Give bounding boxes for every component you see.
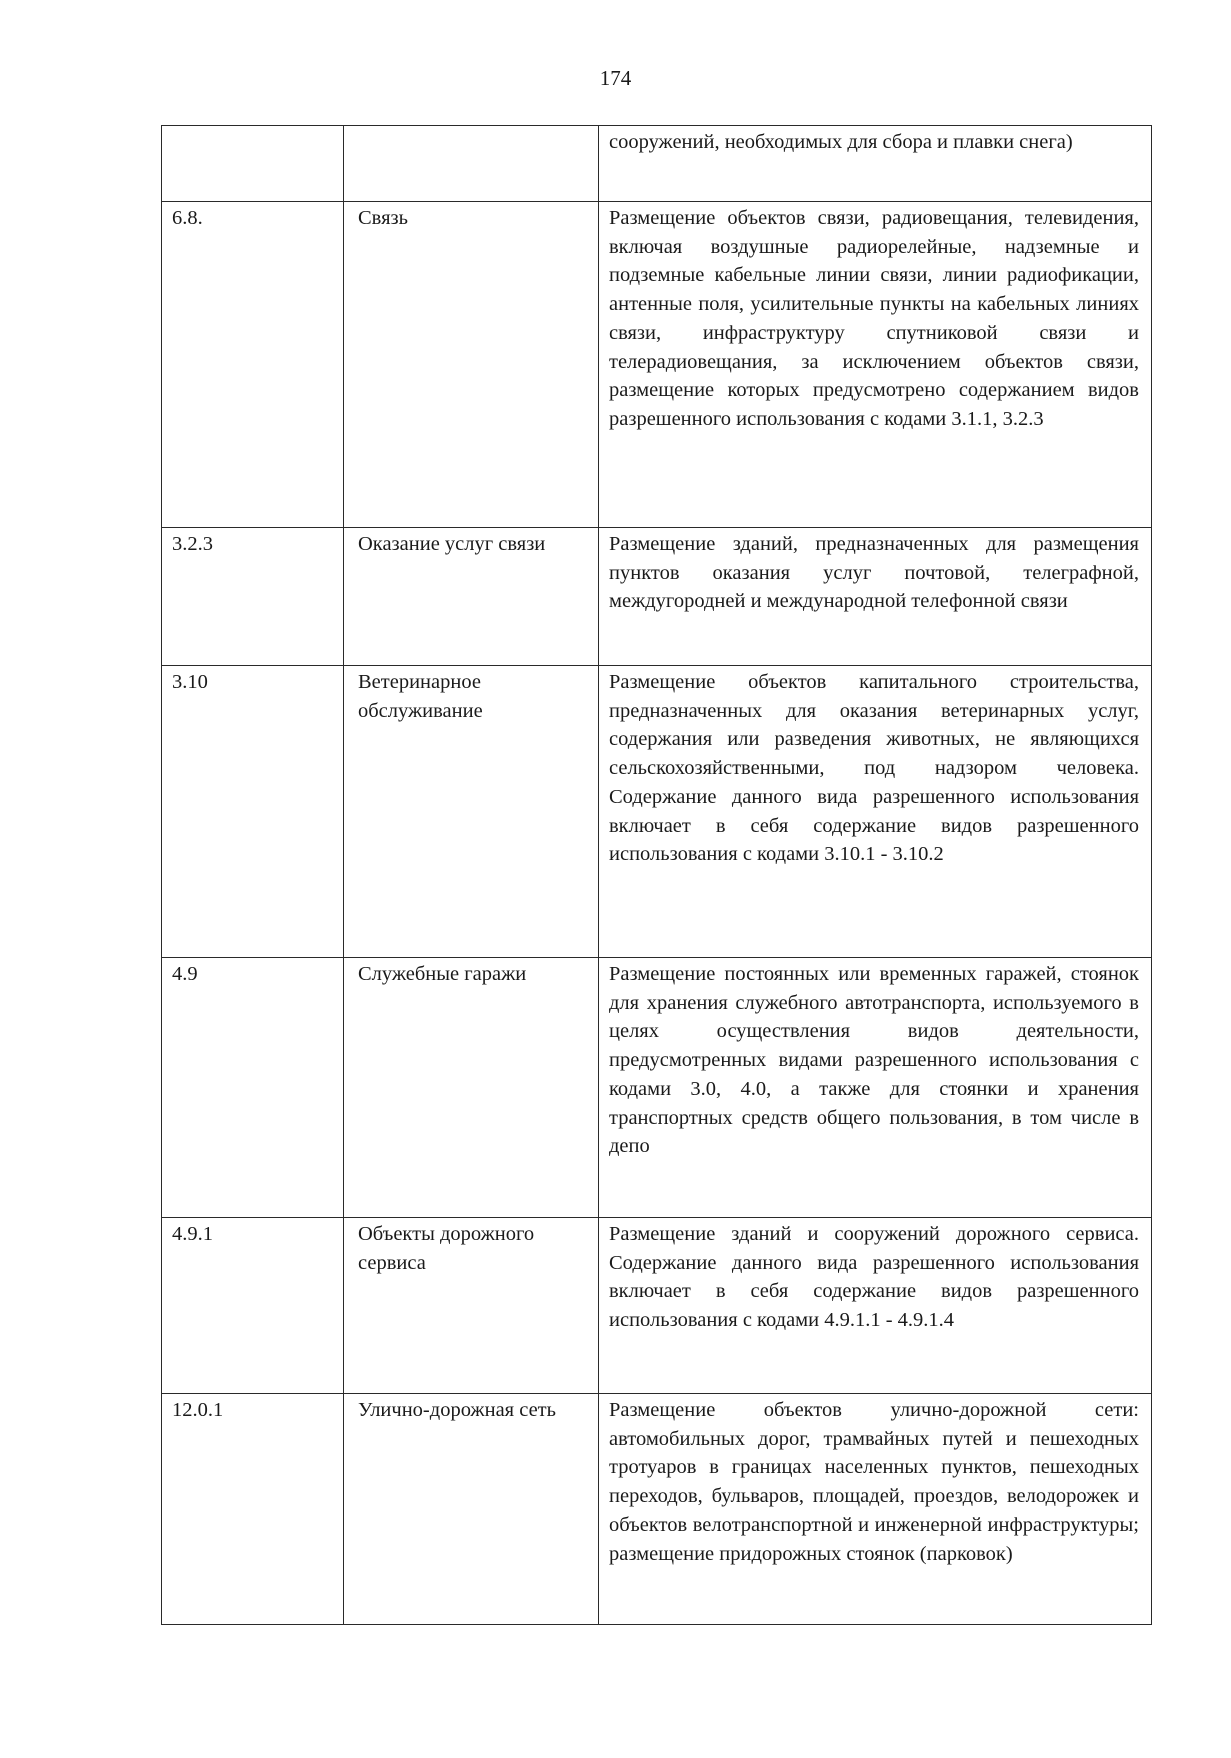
- row-description: Размещение объектов капитального строительства, предназначенных для оказания ветеринарных услуг, содержания или разведения животных, не являющихся сельскохозяйственными, под надзором человека. Содержание данного вида разрешенного использования включает в себя содержание видов разрешенного использования с кодами 3.10.1 - 3.10.2: [599, 666, 1152, 958]
- row-name: Ветеринарное обслуживание: [344, 666, 599, 958]
- table-row: [162, 1394, 1152, 1625]
- row-description: Размещение постоянных или временных гаражей, стоянок для хранения служебного автотранспорта, используемого в целях осуществления видов деятельности, предусмотренных видами разрешенного использования с кодами 3.0, 4.0, а также для стоянки и хранения транспортных средств общего пользования, в том числе в депо: [599, 958, 1152, 1218]
- table-row: [162, 958, 1152, 1218]
- row-name: Оказание услуг связи: [344, 528, 599, 666]
- page-number: 174: [599, 66, 632, 90]
- row-code: [162, 126, 344, 202]
- row-code: 6.8.: [162, 202, 344, 528]
- row-description: Размещение объектов улично-дорожной сети: автомобильных дорог, трамвайных путей и пешеходных тротуаров в границах населенных пунктов, пешеходных переходов, бульваров, площадей, проездов, велодорожек и объектов велотранспортной и инженерной инфраструктуры; размещение придорожных стоянок (парковок): [599, 1394, 1152, 1625]
- table-row: [162, 528, 1152, 666]
- table-row: [162, 1218, 1152, 1394]
- row-code: 12.0.1: [162, 1394, 344, 1625]
- row-description: Размещение зданий и сооружений дорожного сервиса. Содержание данного вида разрешенного использования включает в себя содержание видов разрешенного использования с кодами 4.9.1.1 - 4.9.1.4: [599, 1218, 1152, 1394]
- row-description: Размещение зданий, предназначенных для размещения пунктов оказания услуг почтовой, телеграфной, междугородней и международной телефонной связи: [599, 528, 1152, 666]
- row-name: [344, 126, 599, 202]
- row-code: 3.10: [162, 666, 344, 958]
- row-code: 3.2.3: [162, 528, 344, 666]
- land-use-table: [161, 125, 1152, 1625]
- row-name: Объекты дорожного сервиса: [344, 1218, 599, 1394]
- table-row: [162, 202, 1152, 528]
- row-name: Улично-дорожная сеть: [344, 1394, 599, 1625]
- row-code: 4.9: [162, 958, 344, 1218]
- table-row: [162, 126, 1152, 202]
- row-name: Связь: [344, 202, 599, 528]
- row-name: Служебные гаражи: [344, 958, 599, 1218]
- row-code: 4.9.1: [162, 1218, 344, 1394]
- row-description: сооружений, необходимых для сбора и плавки снега): [599, 126, 1152, 202]
- table-row: [162, 666, 1152, 958]
- row-description: Размещение объектов связи, радиовещания, телевидения, включая воздушные радиорелейные, надземные и подземные кабельные линии связи, линии радиофикации, антенные поля, усилительные пункты на кабельных линиях связи, инфраструктуру спутниковой связи и телерадиовещания, за исключением объектов связи, размещение которых предусмотрено содержанием видов разрешенного использования с кодами 3.1.1, 3.2.3: [599, 202, 1152, 528]
